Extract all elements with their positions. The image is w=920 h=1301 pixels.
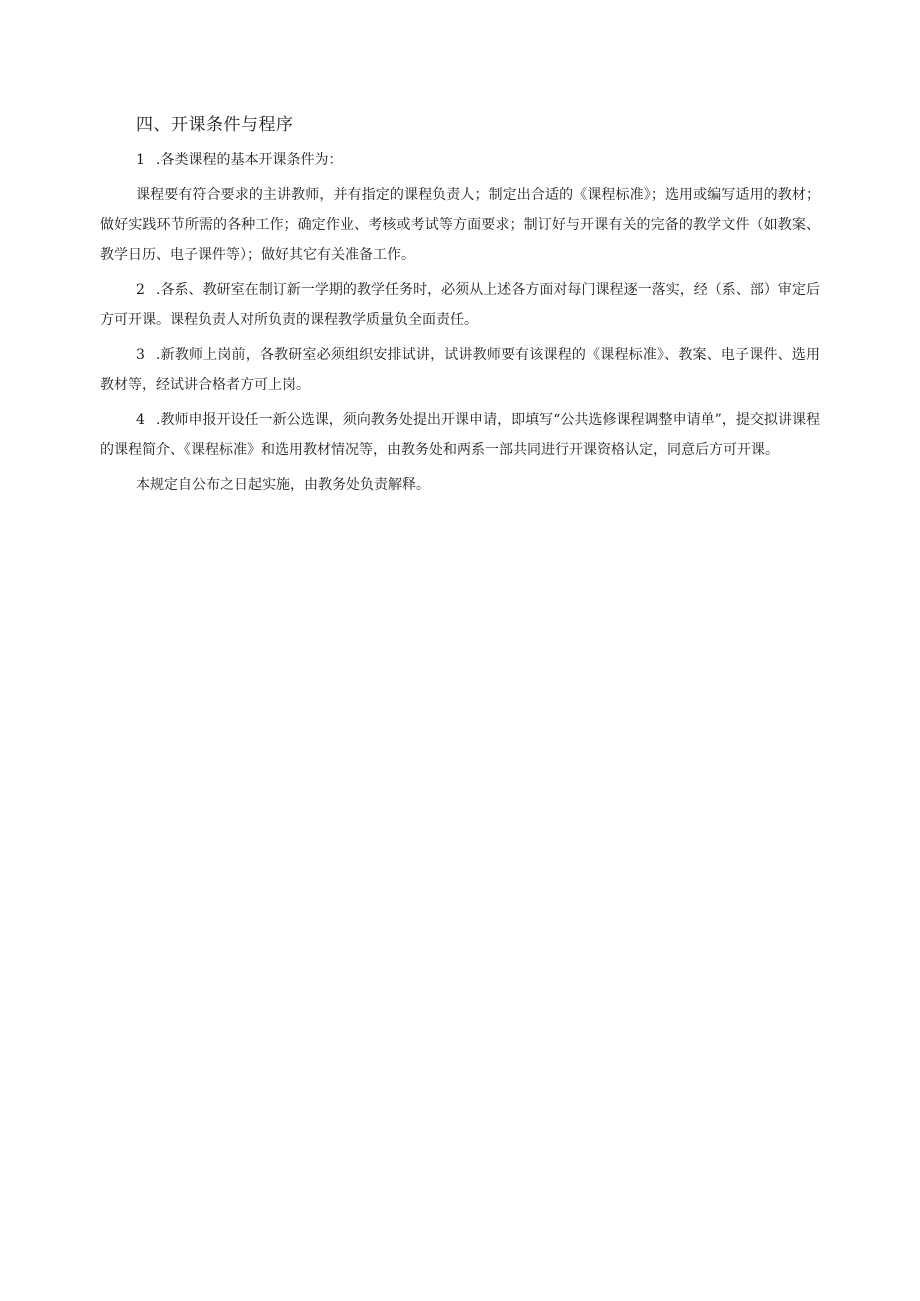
item-2-text: .各系、教研室在制订新一学期的教学任务时，必须从上述各方面对每门课程逐一落实，经（系、部）审定后方可开课。课程负责人对所负责的课程教学质量负全面责任。	[100, 282, 820, 328]
course-conditions-paragraph: 课程要有符合要求的主讲教师，并有指定的课程负责人；制定出合适的《课程标准》；选用或编写适用的教材；做好实践环节所需的各种工作；确定作业、考核或考试等方面要求；制订好与开课有关的完备的教学文件（如教案、教学日历、电子课件等）；做好其它有关准备工作。	[100, 187, 820, 263]
item-3	[100, 340, 820, 400]
item-1	[100, 145, 820, 175]
item-3-number: 3	[136, 347, 145, 363]
item-1-number: 1	[136, 152, 145, 168]
section-heading: 四、开课条件与程序	[136, 115, 294, 135]
item-4	[100, 405, 820, 465]
item-2	[100, 275, 820, 335]
item-4-number: 4	[136, 412, 145, 428]
item-1-text: .各类课程的基本开课条件为：	[156, 152, 343, 168]
item-4-text: .教师申报开设任一新公选课，须向教务处提出开课申请，即填写“公共选修课程调整申请单”，提交拟讲课程的课程简介、《课程标准》和选用教材情况等，由教务处和两系一部共同进行开课资格认定，同意后方可开课。	[100, 412, 820, 458]
closing-statement: 本规定自公布之日起实施，由教务处负责解释。	[136, 477, 430, 493]
item-2-number: 2	[136, 282, 145, 298]
document-body	[100, 112, 820, 500]
item-3-text: .新教师上岗前，各教研室必须组织安排试讲，试讲教师要有该课程的《课程标准》、教案、电子课件、选用教材等，经试讲合格者方可上岗。	[100, 347, 820, 393]
